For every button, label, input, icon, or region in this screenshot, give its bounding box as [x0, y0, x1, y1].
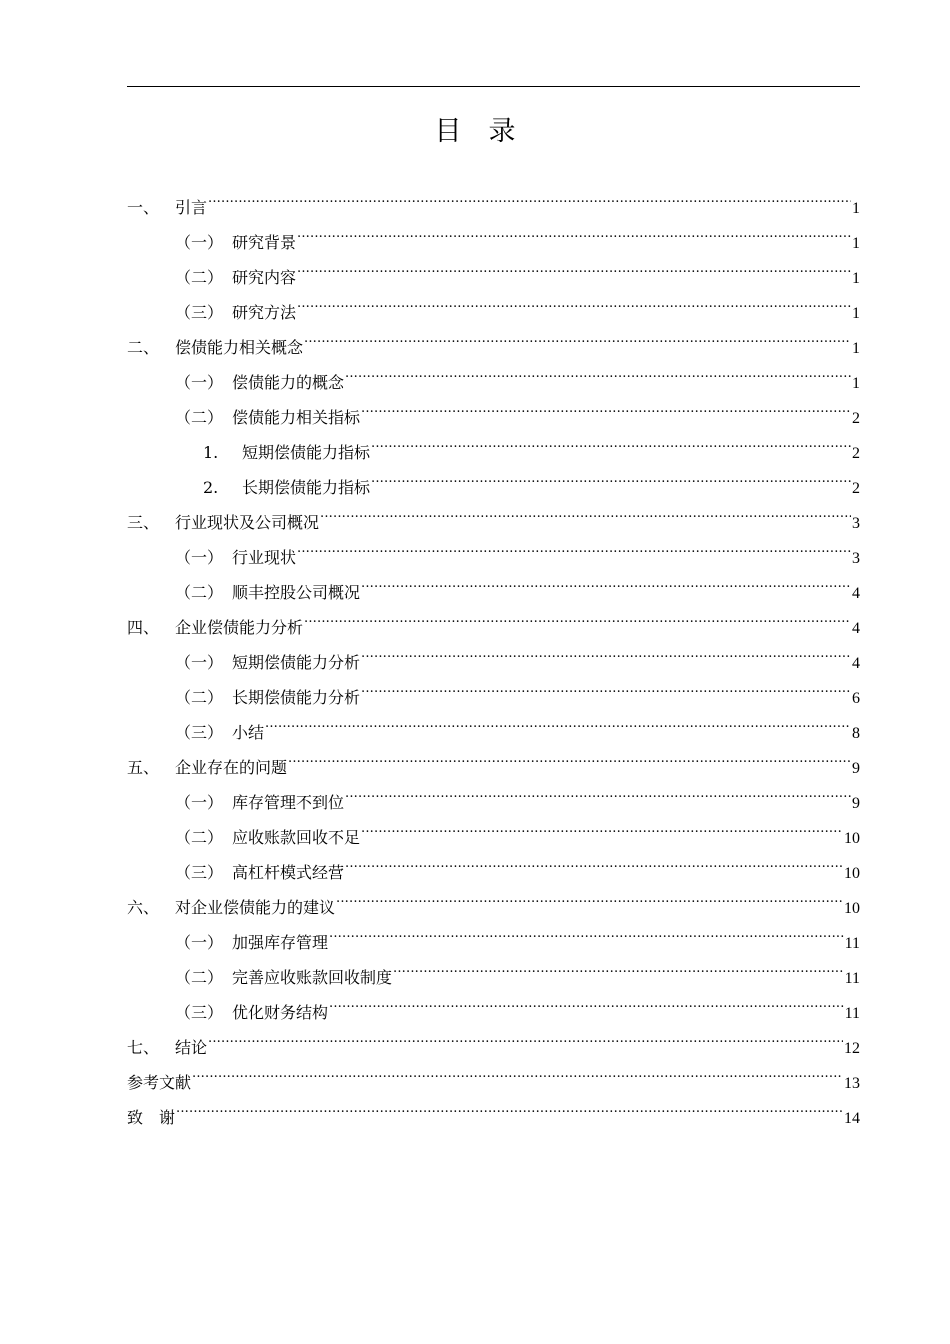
toc-entry-number: 七、 — [127, 1038, 160, 1057]
toc-entry-page: 11 — [844, 1005, 860, 1022]
toc-entry-page: 3 — [852, 515, 860, 532]
toc-leader-dots — [297, 213, 851, 248]
toc-entry-page: 4 — [852, 620, 860, 637]
toc-entry-page: 2 — [852, 480, 860, 497]
toc-entry-number: 六、 — [127, 898, 160, 917]
toc-entry-number: 2. — [203, 478, 219, 497]
toc-leader-dots — [265, 703, 851, 738]
toc-entry-page: 1 — [852, 375, 860, 392]
toc-entry-title: 企业存在的问题 — [175, 758, 288, 777]
toc-entry-number: 一、 — [127, 198, 160, 217]
toc-entry-number: （一） — [175, 548, 224, 567]
toc-entry-title: 完善应收账款回收制度 — [232, 968, 393, 987]
toc-entry-title: 长期偿债能力分析 — [232, 688, 361, 707]
toc-entry-page: 1 — [852, 270, 860, 287]
toc-entry-number: 五、 — [127, 758, 160, 777]
header-rule — [127, 86, 860, 87]
page-title: 目 录 — [434, 116, 516, 147]
toc-leader-dots — [288, 738, 851, 773]
toc-leader-dots — [297, 283, 851, 318]
toc-entry-title: 短期偿债能力分析 — [232, 653, 361, 672]
toc-entry-title: 库存管理不到位 — [232, 793, 345, 812]
toc-entry-number: 1. — [203, 443, 219, 462]
toc-entry-title: 加强库存管理 — [232, 933, 329, 952]
toc-entry-title: 研究方法 — [232, 303, 297, 322]
toc-entry-title: 对企业偿债能力的建议 — [175, 898, 336, 917]
toc-leader-dots — [371, 423, 851, 458]
toc-leader-dots — [345, 773, 851, 808]
toc-entry-title: 高杠杆模式经营 — [232, 863, 345, 882]
toc-entry-page: 2 — [852, 445, 860, 462]
toc-entry-title: 顺丰控股公司概况 — [232, 583, 361, 602]
toc-entry-page: 1 — [852, 235, 860, 252]
toc-entry-title: 引言 — [175, 198, 208, 217]
toc-leader-dots — [345, 843, 843, 878]
toc-entry-page: 3 — [852, 550, 860, 567]
toc-leader-dots — [320, 493, 851, 528]
toc-entry[interactable] — [127, 1088, 860, 1127]
toc-entry-number: （二） — [175, 688, 224, 707]
toc-entry-page: 9 — [852, 795, 860, 812]
toc-entry-page: 1 — [852, 305, 860, 322]
toc-entry-page: 1 — [852, 200, 860, 217]
toc-leader-dots — [304, 598, 851, 633]
toc-leader-dots — [304, 318, 851, 353]
table-of-contents — [127, 178, 860, 1127]
toc-leader-dots — [361, 388, 851, 423]
toc-entry[interactable] — [127, 1053, 860, 1092]
toc-leader-dots — [361, 563, 851, 598]
toc-entry-title: 偿债能力相关概念 — [175, 338, 304, 357]
toc-entry-number: （一） — [175, 233, 224, 252]
toc-entry-page: 9 — [852, 760, 860, 777]
toc-entry-number: （一） — [175, 793, 224, 812]
toc-entry-page: 6 — [852, 690, 860, 707]
toc-entry-page: 11 — [844, 935, 860, 952]
toc-leader-dots — [208, 178, 851, 213]
toc-entry-title: 参考文献 — [127, 1073, 192, 1092]
toc-entry-number: （一） — [175, 933, 224, 952]
toc-entry-page: 4 — [852, 585, 860, 602]
toc-entry-page: 13 — [844, 1075, 860, 1092]
toc-leader-dots — [393, 948, 844, 983]
toc-entry-number: （三） — [175, 1003, 224, 1022]
toc-entry-page: 10 — [844, 830, 860, 847]
toc-entry-number: （二） — [175, 583, 224, 602]
toc-entry-number: （三） — [175, 303, 224, 322]
toc-leader-dots — [345, 353, 851, 388]
toc-entry-title: 小结 — [232, 723, 265, 742]
toc-entry-title: 结论 — [175, 1038, 208, 1057]
toc-entry-number: （三） — [175, 723, 224, 742]
toc-entry-page: 1 — [852, 340, 860, 357]
toc-entry-page: 12 — [844, 1040, 860, 1057]
toc-entry-title: 研究内容 — [232, 268, 297, 287]
toc-entry-title: 研究背景 — [232, 233, 297, 252]
toc-entry-title: 行业现状 — [232, 548, 297, 567]
toc-entry-title: 偿债能力相关指标 — [232, 408, 361, 427]
toc-entry[interactable] — [127, 213, 860, 252]
toc-entry-page: 10 — [844, 865, 860, 882]
toc-entry-page: 14 — [844, 1110, 860, 1127]
toc-leader-dots — [361, 668, 851, 703]
toc-leader-dots — [297, 248, 851, 283]
toc-leader-dots — [176, 1088, 843, 1123]
toc-leader-dots — [371, 458, 851, 493]
toc-leader-dots — [361, 633, 851, 668]
toc-leader-dots — [208, 1018, 843, 1053]
toc-entry-title: 应收账款回收不足 — [232, 828, 361, 847]
toc-entry-number: （三） — [175, 863, 224, 882]
toc-entry-title: 长期偿债能力指标 — [242, 478, 371, 497]
toc-entry-page: 11 — [844, 970, 860, 987]
toc-entry[interactable] — [127, 1018, 860, 1057]
toc-leader-dots — [361, 808, 843, 843]
toc-entry-number: （二） — [175, 968, 224, 987]
toc-leader-dots — [329, 983, 844, 1018]
toc-entry-title: 优化财务结构 — [232, 1003, 329, 1022]
toc-entry-number: （二） — [175, 408, 224, 427]
toc-entry-number: （二） — [175, 828, 224, 847]
toc-entry-title: 致 谢 — [127, 1108, 176, 1127]
toc-entry-number: 三、 — [127, 513, 160, 532]
toc-entry-number: （一） — [175, 653, 224, 672]
toc-entry-number: （二） — [175, 268, 224, 287]
toc-entry-page: 4 — [852, 655, 860, 672]
toc-leader-dots — [192, 1053, 843, 1088]
toc-entry-title: 行业现状及公司概况 — [175, 513, 320, 532]
toc-entry-number: 二、 — [127, 338, 160, 357]
toc-leader-dots — [336, 878, 843, 913]
toc-entry-page: 2 — [852, 410, 860, 427]
toc-entry-page: 10 — [844, 900, 860, 917]
toc-entry-number: 四、 — [127, 618, 160, 637]
toc-entry-number: （一） — [175, 373, 224, 392]
toc-entry-title: 短期偿债能力指标 — [242, 443, 371, 462]
toc-entry-title: 企业偿债能力分析 — [175, 618, 304, 637]
toc-entry-title: 偿债能力的概念 — [232, 373, 345, 392]
toc-leader-dots — [329, 913, 844, 948]
toc-leader-dots — [297, 528, 851, 563]
toc-entry-page: 8 — [852, 725, 860, 742]
toc-entry[interactable] — [127, 178, 860, 217]
